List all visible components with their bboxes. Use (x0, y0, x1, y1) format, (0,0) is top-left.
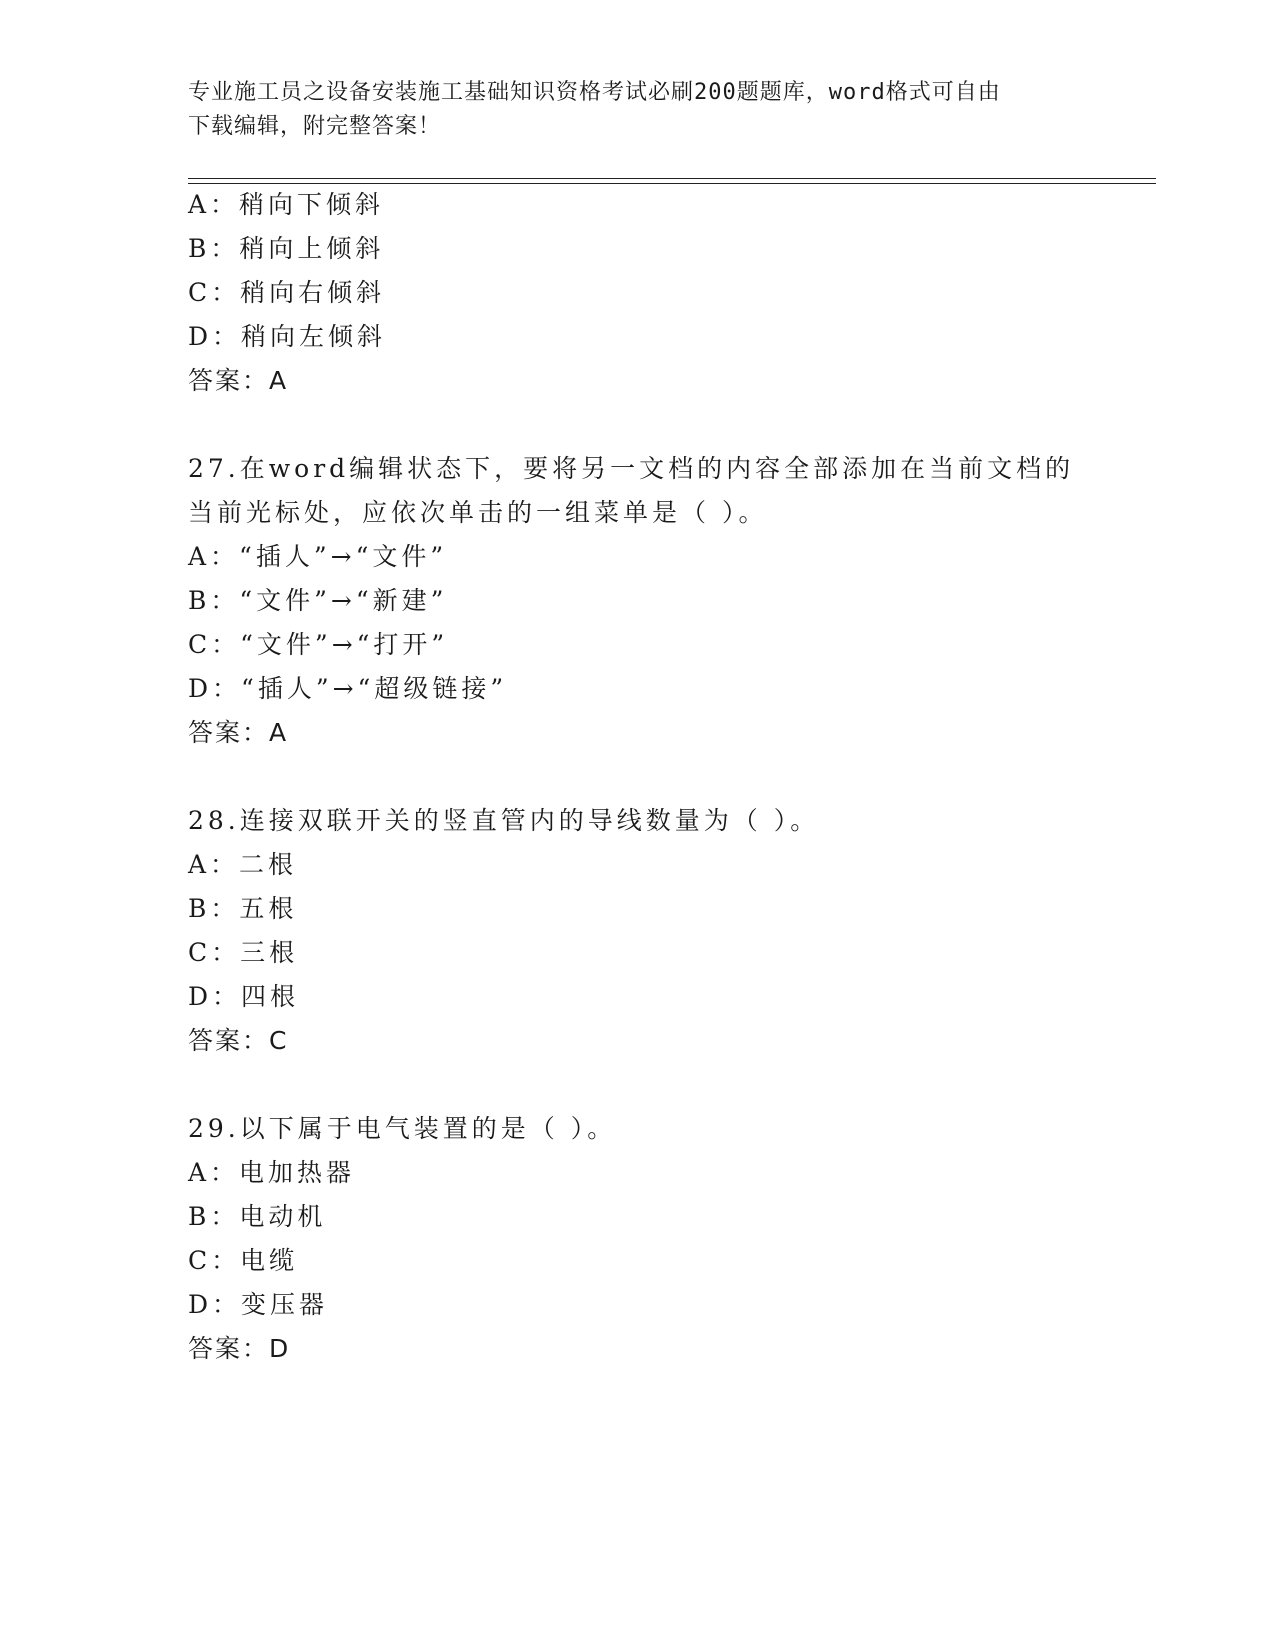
question-28-option-c: C：三根 (188, 938, 299, 967)
question-29-option-b: B：电动机 (188, 1202, 327, 1231)
question-28-stem: 28.连接双联开关的竖直管内的导线数量为（ ）。 (188, 806, 820, 835)
question-27-stem-line-2: 当前光标处，应依次单击的一组菜单是（ ）。 (188, 498, 768, 527)
prev-option-d: D：稍向左倾斜 (188, 322, 387, 351)
question-28-option-a: A：二根 (188, 850, 298, 879)
question-28-option-b: B：五根 (188, 894, 298, 923)
prev-option-b: B：稍向上倾斜 (188, 234, 385, 263)
question-29-option-a: A：电加热器 (188, 1158, 356, 1187)
header-line-2: 下载编辑，附完整答案！ (188, 114, 442, 139)
question-27-option-c: C：“文件”→“打开” (188, 630, 449, 659)
question-28-answer: 答案：C (188, 1026, 289, 1055)
question-27-option-d: D：“插人”→“超级链接” (188, 674, 508, 703)
header-divider-top (188, 178, 1156, 179)
question-28-option-d: D：四根 (188, 982, 300, 1011)
question-27-answer: 答案：A (188, 718, 289, 747)
prev-option-a: A：稍向下倾斜 (188, 190, 385, 219)
question-27-option-a: A：“插人”→“文件” (188, 542, 448, 571)
prev-answer: 答案：A (188, 366, 289, 395)
question-29-answer: 答案：D (188, 1334, 291, 1363)
prev-option-c: C：稍向右倾斜 (188, 278, 386, 307)
question-29-option-c: C：电缆 (188, 1246, 299, 1275)
question-27-option-b: B：“文件”→“新建” (188, 586, 448, 615)
question-29-option-d: D：变压器 (188, 1290, 329, 1319)
header-line-1: 专业施工员之设备安装施工基础知识资格考试必刷200题题库，word格式可自由 (188, 80, 1001, 105)
document-header (188, 76, 1088, 144)
question-27-stem-line-1: 27.在word编辑状态下，要将另一文档的内容全部添加在当前文档的 (188, 454, 1075, 483)
header-divider-bottom (188, 183, 1156, 184)
question-29-stem: 29.以下属于电气装置的是（ ）。 (188, 1114, 617, 1143)
